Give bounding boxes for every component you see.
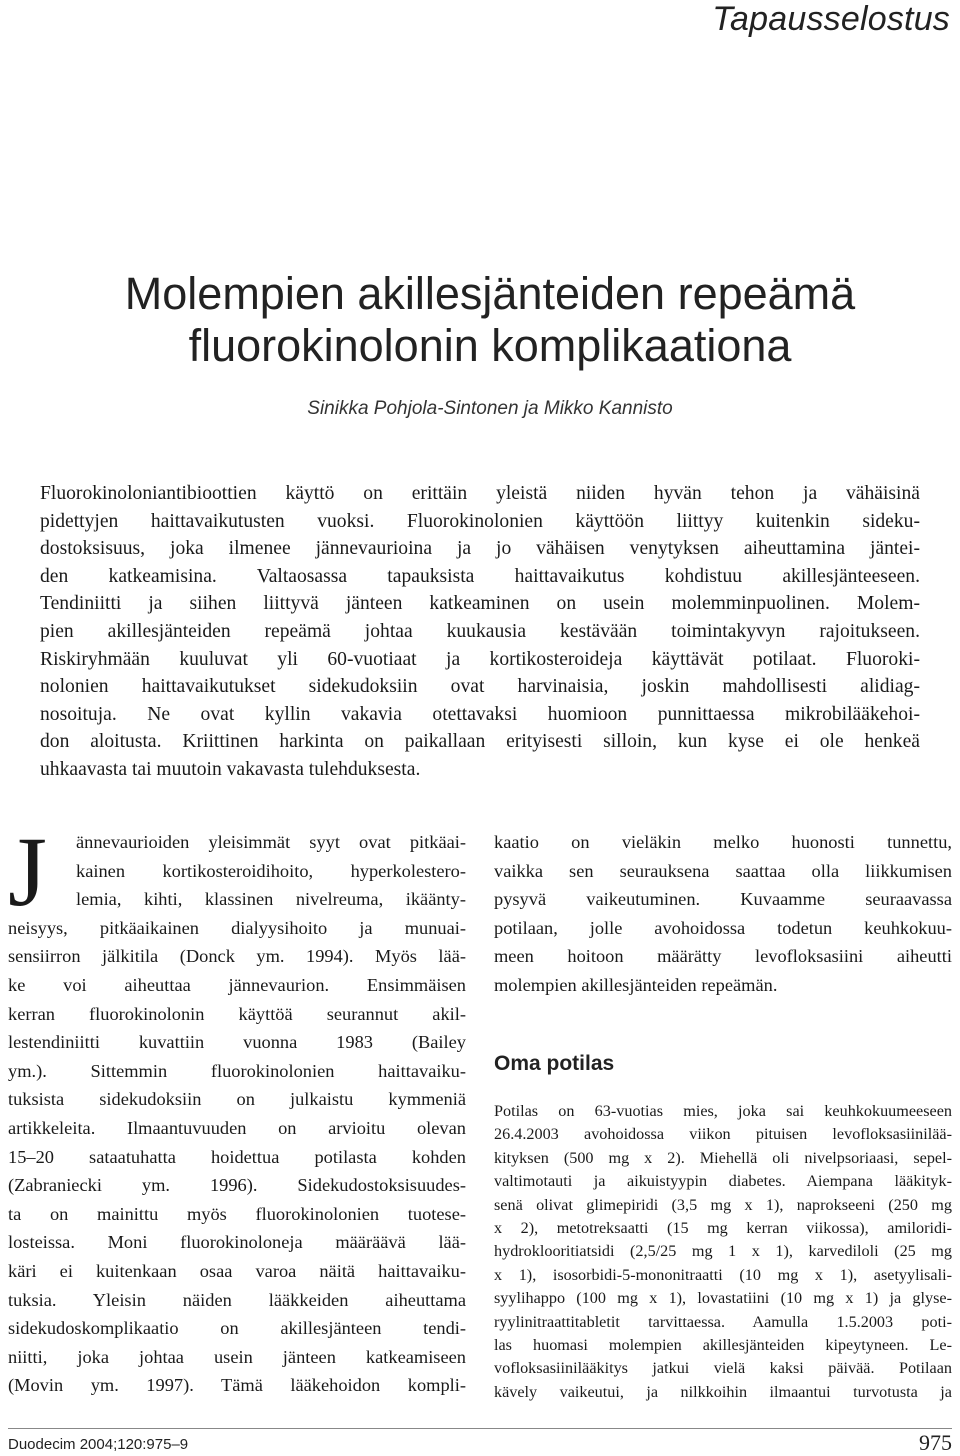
abstract-line: Riskiryhmään kuuluvat yli 60-vuotiaat ja kortikosteroideja käyttävät potilaat. Fluoroki-	[40, 648, 920, 670]
case-line: x 1), isosorbidi-5-mononitraatti (10 mg x 1), asetyylisali-	[494, 1265, 952, 1284]
section-tag: Tapausselostus	[712, 0, 950, 38]
body-left-line: ke voi aiheuttaa jännevaurion. Ensimmäisen	[8, 974, 466, 995]
body-left-line: niitti, joka johtaa usein jänteen katkeamiseen	[8, 1346, 466, 1367]
case-line: las huomasi molempien akillesjänteiden kipeytyneen. Le-	[494, 1336, 952, 1355]
body-left-line: lestendiniitti kuvattiin vuonna 1983 (Bailey	[8, 1032, 466, 1053]
abstract-line: uhkaavasta tai muutoin vakavasta tulehduksesta.	[40, 758, 421, 780]
body-right-line: potilaan, jolle avohoidossa todetun keuhkokuu-	[494, 917, 952, 938]
body-left-line: neisyys, pitkäaikainen dialyysihoito ja munuai-	[8, 917, 466, 938]
title-line-1: Molempien akillesjänteiden repeämä	[124, 268, 856, 319]
body-left-line: 15–20 sataatuhatta hoidettua potilasta kohden	[8, 1146, 466, 1167]
case-line: kityksen (500 mg x 2). Miehellä oli nivelpsoriaasi, sepel-	[494, 1148, 952, 1167]
body-left-line: ym.). Sittemmin fluorokinolonien haittavaiku-	[8, 1060, 466, 1081]
case-line: 26.4.2003 avohoidossa viikon pituisen levofloksasiinilää-	[494, 1125, 952, 1144]
body-left-line: (Zabraniecki ym. 1996). Sidekudostoksisuudes-	[8, 1175, 466, 1196]
abstract-line: Tendiniitti ja siihen liittyvä jänteen katkeaminen on usein molemminpuolinen. Molem-	[40, 593, 920, 615]
footer-rule	[8, 1428, 952, 1429]
case-line: hydroklooritiatsidi (2,5/25 mg 1 x 1), karvediloli (25 mg	[494, 1242, 952, 1261]
body-right-intro	[494, 828, 952, 1000]
case-line: Potilas on 63-vuotias mies, joka sai keuhkokuumeeseen	[494, 1102, 952, 1120]
body-right-line: vaikka sen seurauksena saattaa olla liikkumisen	[494, 860, 952, 881]
body-right-line: molempien akillesjänteiden repeämän.	[494, 974, 778, 995]
body-left-line: sensiirron jälkitila (Donck ym. 1994). Myös lää-	[8, 946, 466, 967]
body-left-line: tuksista sidekudoksiin on julkaistu kymmeniä	[8, 1089, 466, 1110]
abstract-line: nolonien haittavaikutukset sidekudoksiin ovat harvinaisia, joskin mahdollisesti alidiag-	[40, 676, 920, 698]
case-text	[494, 1100, 952, 1404]
case-line: syylihappo (100 mg x 1), lovastatiini (10 mg x 1) ja glyse-	[494, 1289, 952, 1308]
article-title	[80, 268, 900, 372]
body-left-line: sidekudoskomplikaatio on akillesjänteen tendi-	[8, 1318, 466, 1339]
body-left-line: käri ei kuitenkaan osaa varoa näitä haittavaiku-	[8, 1260, 466, 1281]
case-line: vofloksasiinilääkitys jatkui vielä kaksi päivää. Potilaan	[494, 1359, 952, 1378]
dropcap: J	[8, 816, 47, 927]
abstract-line: pidettyjen haittavaikutusten vuoksi. Fluorokinolonien käyttöön liittyy kuitenkin sideku-	[40, 510, 920, 532]
body-left-line: lemia, kihti, klassinen nivelreuma, ikäänty-	[76, 889, 466, 910]
abstract-line: nosoituja. Ne ovat kyllin vakavia otettavaksi huomioon punnittaessa mikrobilääkehoi-	[40, 703, 920, 725]
case-line: senä olivat glimepiridi (3,5 mg x 1), naprokseeni (250 mg	[494, 1195, 952, 1214]
abstract-line: Fluorokinoloniantibioottien käyttö on erittäin yleistä niiden hyvän tehon ja vähäisinä	[40, 483, 920, 504]
abstract-line: dostoksisuus, joka ilmenee jännevaurioina ja jo vähäisen venytyksen aiheuttamina jäntei-	[40, 538, 920, 560]
journal-citation: Duodecim 2004;120:975–9	[8, 1436, 189, 1453]
body-left-line: (Movin ym. 1997). Tämä lääkehoidon kompli-	[8, 1375, 466, 1396]
title-line-2: fluorokinolonin komplikaationa	[188, 320, 792, 371]
body-left-line: artikkeleita. Ilmaantuvuuden on arvioitu olevan	[8, 1117, 466, 1138]
body-left-line: tuksia. Yleisin näiden lääkkeiden aiheuttama	[8, 1289, 466, 1310]
abstract-line: pien akillesjänteiden repeämä johtaa kuukausia kestävään toimintakyvyn rajoitukseen.	[40, 620, 920, 642]
page-number: 975	[919, 1430, 952, 1455]
body-right-line: kaatio on vieläkin melko huonosti tunnettu,	[494, 832, 952, 852]
body-left-line: ta on mainittu myös fluorokinolonien tuotese-	[8, 1203, 466, 1224]
body-right-line: pysyvä vaikeutuminen. Kuvaamme seuraavassa	[494, 889, 952, 910]
body-left-column	[8, 816, 466, 1400]
abstract-line: don aloitusta. Kriittinen harkinta on paikallaan erityisesti silloin, kun kyse ei ole henkeä	[40, 731, 920, 753]
body-left-line: kainen kortikosteroidihoito, hyperkolestero-	[76, 860, 466, 881]
case-line: kävely vaikeutui, ja nilkkoihin ilmaantui turvotusta ja	[494, 1382, 952, 1401]
case-line: x 2), metotreksaatti (15 mg kerran viikossa), amiloridi-	[494, 1219, 952, 1238]
body-left-line: losteissa. Moni fluorokinoloneja määräävä lää-	[8, 1232, 466, 1253]
abstract	[40, 480, 920, 784]
case-heading: Oma potilas	[494, 1052, 615, 1075]
case-line: ryylinitraattitabletit tarvittaessa. Aamulla 1.5.2003 poti-	[494, 1312, 952, 1331]
abstract-line: den katkeamisina. Valtaosassa tapauksista haittavaikutus kohdistuu akillesjänteeseen.	[40, 565, 920, 587]
authors: Sinikka Pohjola-Sintonen ja Mikko Kannisto	[307, 398, 673, 419]
body-left-line: kerran fluorokinolonin käyttöä seurannut akil-	[8, 1003, 466, 1024]
body-left-line: ännevaurioiden yleisimmät syyt ovat pitkäai-	[76, 832, 466, 852]
case-line: valtimotauti ja aikuistyypin diabetes. Aiempana lääkityk-	[494, 1172, 952, 1191]
body-right-line: meen hoitoon määrätty levofloksasiini aiheutti	[494, 946, 952, 967]
